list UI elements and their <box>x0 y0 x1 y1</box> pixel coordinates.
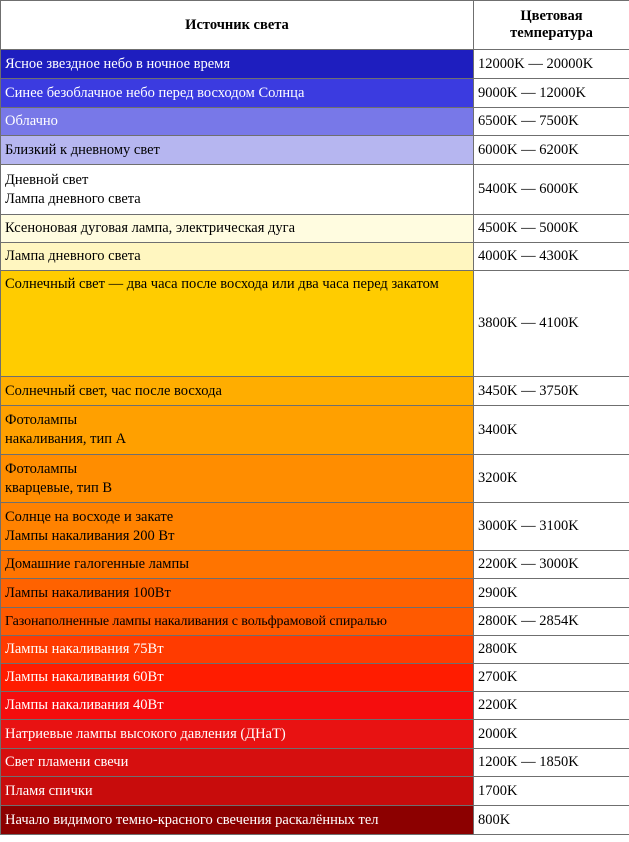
source-cell: Солнечный свет, час после восхода <box>1 377 474 406</box>
source-cell: Дневной свет Лампа дневного света <box>1 165 474 215</box>
temperature-cell: 6500K — 7500K <box>474 108 629 136</box>
temperature-cell: 1200K — 1850K <box>474 749 629 777</box>
table-row <box>1 271 629 377</box>
temperature-cell: 800K <box>474 806 629 835</box>
table-row <box>1 503 629 551</box>
temperature-cell: 3400K <box>474 406 629 455</box>
temperature-cell: 3450K — 3750K <box>474 377 629 406</box>
header-temperature: Цветовая температура <box>474 1 629 50</box>
table-row <box>1 720 629 749</box>
table-row <box>1 136 629 165</box>
source-cell: Лампы накаливания 40Вт <box>1 692 474 720</box>
table-row <box>1 692 629 720</box>
temperature-cell: 9000K — 12000K <box>474 79 629 108</box>
table-row <box>1 664 629 692</box>
source-cell: Лампа дневного света <box>1 243 474 271</box>
source-cell: Домашние галогенные лампы <box>1 551 474 579</box>
temperature-cell: 2800K <box>474 636 629 664</box>
table-row <box>1 551 629 579</box>
temperature-cell: 2900K <box>474 579 629 608</box>
source-cell: Солнце на восходе и закате Лампы накаливания 200 Вт <box>1 503 474 551</box>
table-body <box>1 50 629 835</box>
source-cell: Солнечный свет — два часа после восхода или два часа перед закатом <box>1 271 474 377</box>
temperature-cell: 3200K <box>474 455 629 503</box>
source-cell: Близкий к дневному свет <box>1 136 474 165</box>
source-cell: Лампы накаливания 60Вт <box>1 664 474 692</box>
temperature-cell: 2000K <box>474 720 629 749</box>
table-row <box>1 377 629 406</box>
table-row <box>1 79 629 108</box>
table-row <box>1 243 629 271</box>
source-cell: Ясное звездное небо в ночное время <box>1 50 474 79</box>
temperature-cell: 1700K <box>474 777 629 806</box>
temperature-cell: 2200K <box>474 692 629 720</box>
table-row <box>1 636 629 664</box>
source-cell: Газонаполненные лампы накаливания с вольфрамовой спиралью <box>1 608 474 636</box>
temperature-cell: 12000K — 20000K <box>474 50 629 79</box>
source-cell: Начало видимого темно-красного свечения раскалённых тел <box>1 806 474 835</box>
temperature-cell: 3000K — 3100K <box>474 503 629 551</box>
source-cell: Натриевые лампы высокого давления (ДНаТ) <box>1 720 474 749</box>
source-cell: Лампы накаливания 75Вт <box>1 636 474 664</box>
source-cell: Синее безоблачное небо перед восходом Солнца <box>1 79 474 108</box>
table-row <box>1 749 629 777</box>
source-cell: Лампы накаливания 100Вт <box>1 579 474 608</box>
source-cell: Фотолампы кварцевые, тип В <box>1 455 474 503</box>
table-row <box>1 165 629 215</box>
source-cell: Фотолампы накаливания, тип А <box>1 406 474 455</box>
temperature-cell: 6000K — 6200K <box>474 136 629 165</box>
table-row <box>1 608 629 636</box>
temperature-cell: 5400K — 6000K <box>474 165 629 215</box>
temperature-cell: 4500K — 5000K <box>474 215 629 243</box>
temperature-cell: 4000K — 4300K <box>474 243 629 271</box>
header-source: Источник света <box>1 1 474 50</box>
temperature-cell: 2200K — 3000K <box>474 551 629 579</box>
table-row <box>1 579 629 608</box>
table-row <box>1 455 629 503</box>
temperature-cell: 2700K <box>474 664 629 692</box>
table-row <box>1 50 629 79</box>
table-row <box>1 406 629 455</box>
source-cell: Свет пламени свечи <box>1 749 474 777</box>
table-row <box>1 215 629 243</box>
table-row <box>1 108 629 136</box>
temperature-cell: 3800K — 4100K <box>474 271 629 377</box>
table-row <box>1 806 629 835</box>
source-cell: Облачно <box>1 108 474 136</box>
source-cell: Пламя спички <box>1 777 474 806</box>
source-cell: Ксеноновая дуговая лампа, электрическая дуга <box>1 215 474 243</box>
table-row <box>1 777 629 806</box>
header-row <box>1 1 629 50</box>
temperature-cell: 2800K — 2854K <box>474 608 629 636</box>
